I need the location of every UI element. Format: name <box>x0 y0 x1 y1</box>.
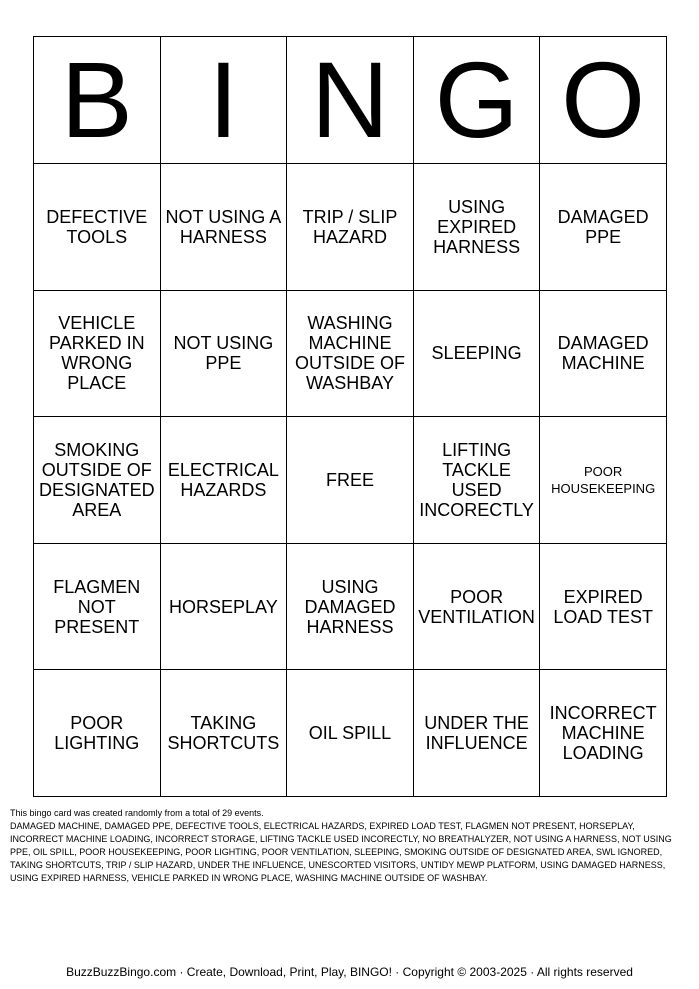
card-info <box>10 807 680 885</box>
card-info-events-list: DAMAGED MACHINE, DAMAGED PPE, DEFECTIVE TOOLS, ELECTRICAL HAZARDS, EXPIRED LOAD TEST, FLAGMEN NOT PRESENT, HORSEPLAY, INCORRECT MACHINE LOADING, INCORRECT STORAGE, LIFTING TACKLE USED INCORECTLY, NO BREATHALYZER, NOT USING A HARNESS, NOT USING PPE, OIL SPILL, POOR HOUSEKEEPING, POOR LIGHTING, POOR VENTILATION, SLEEPING, SMOKING OUTSIDE OF DESIGNATED AREA, SWL IGNORED, TAKING SHORTCUTS, TRIP / SLIP HAZARD, UNDER THE INFLUENCE, UNESCORTED VISITORS, UNTIDY MEWP PLATFORM, USING DAMAGED HARNESS, USING EXPIRED HARNESS, VEHICLE PARKED IN WRONG PLACE, WASHING MACHINE OUTSIDE OF WASHBAY. <box>10 821 672 883</box>
free-space-cell: FREE <box>287 417 414 544</box>
bingo-cell: NOT USING A HARNESS <box>160 164 287 291</box>
card-info-summary: This bingo card was created randomly from a total of 29 events. <box>10 808 264 818</box>
bingo-cell: LIFTING TACKLE USED INCORECTLY <box>413 417 540 544</box>
bingo-cell: POOR VENTILATION <box>413 543 540 670</box>
bingo-cell: VEHICLE PARKED IN WRONG PLACE <box>34 290 161 417</box>
bingo-cell: OIL SPILL <box>287 670 414 797</box>
bingo-cell: SLEEPING <box>413 290 540 417</box>
bingo-cell: DAMAGED PPE <box>540 164 667 291</box>
bingo-row-4 <box>34 543 667 670</box>
bingo-cell: FLAGMEN NOT PRESENT <box>34 543 161 670</box>
bingo-cell: USING EXPIRED HARNESS <box>413 164 540 291</box>
footer-copyright: BuzzBuzzBingo.com · Create, Download, Print, Play, BINGO! · Copyright © 2003-2025 · All rights reserved <box>66 965 633 979</box>
bingo-cell: POOR LIGHTING <box>34 670 161 797</box>
bingo-card <box>33 36 667 797</box>
bingo-row-3 <box>34 417 667 544</box>
bingo-cell: POOR HOUSEKEEPING <box>540 417 667 544</box>
header-letter-n: N <box>287 37 414 164</box>
header-letter-o: O <box>540 37 667 164</box>
header-letter-b: B <box>34 37 161 164</box>
bingo-cell: WASHING MACHINE OUTSIDE OF WASHBAY <box>287 290 414 417</box>
bingo-cell: NOT USING PPE <box>160 290 287 417</box>
bingo-header-row <box>34 37 667 164</box>
bingo-cell: USING DAMAGED HARNESS <box>287 543 414 670</box>
header-letter-g: G <box>413 37 540 164</box>
bingo-cell: HORSEPLAY <box>160 543 287 670</box>
bingo-cell: EXPIRED LOAD TEST <box>540 543 667 670</box>
bingo-row-2 <box>34 290 667 417</box>
bingo-cell: TAKING SHORTCUTS <box>160 670 287 797</box>
bingo-cell: ELECTRICAL HAZARDS <box>160 417 287 544</box>
bingo-row-1 <box>34 164 667 291</box>
header-letter-i: I <box>160 37 287 164</box>
bingo-row-5 <box>34 670 667 797</box>
bingo-cell: DEFECTIVE TOOLS <box>34 164 161 291</box>
bingo-cell: UNDER THE INFLUENCE <box>413 670 540 797</box>
bingo-cell: TRIP / SLIP HAZARD <box>287 164 414 291</box>
bingo-cell: INCORRECT MACHINE LOADING <box>540 670 667 797</box>
bingo-cell: DAMAGED MACHINE <box>540 290 667 417</box>
bingo-cell: SMOKING OUTSIDE OF DESIGNATED AREA <box>34 417 161 544</box>
